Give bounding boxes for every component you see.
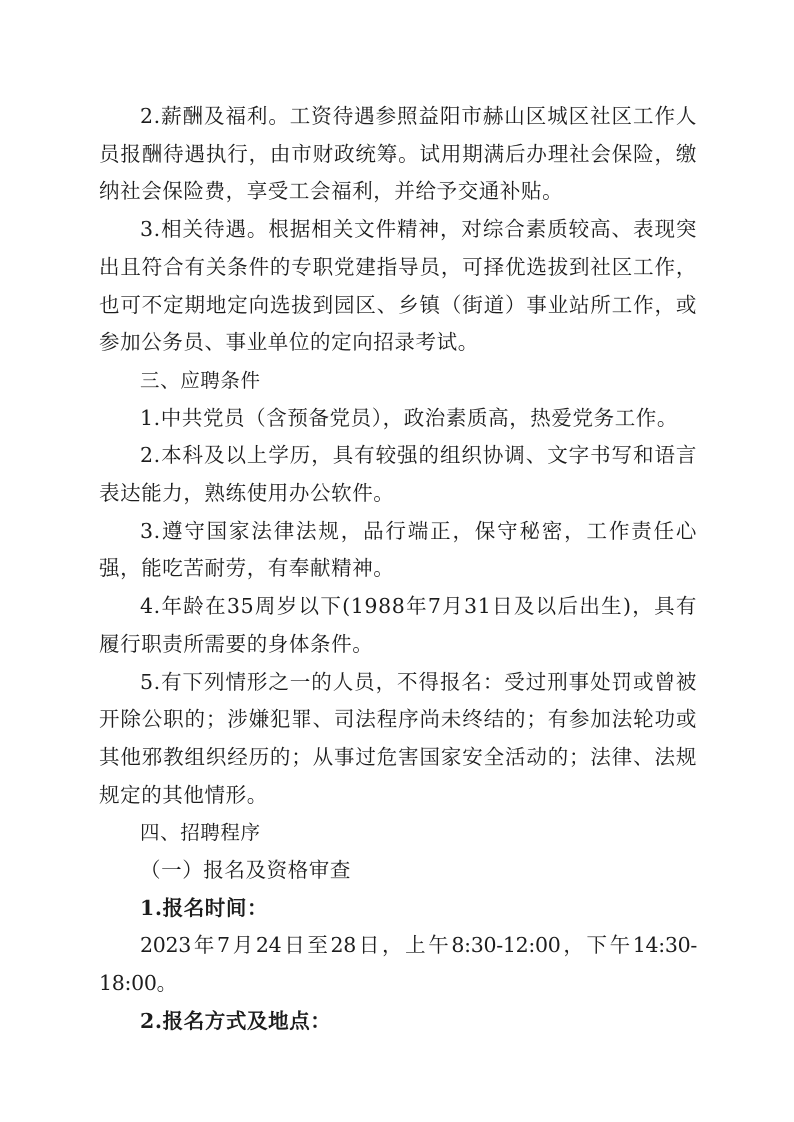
label-registration-method: 2.报名方式及地点：: [140, 1008, 332, 1033]
requirement-item-1: 1.中共党员（含预备党员），政治素质高，热爱党务工作。: [140, 405, 679, 430]
document-body: [99, 98, 697, 1041]
section-heading-procedure: 四、招聘程序: [140, 821, 261, 845]
requirement-item-2: 2.本科及以上学历，具有较强的组织协调、文字书写和语言表达能力，熟练使用办公软件。: [99, 443, 697, 506]
section-heading-requirements: 三、应聘条件: [140, 368, 261, 392]
requirement-item-4: 4.年龄在35周岁以下(1988年7月31日及以后出生)，具有履行职责所需要的身体条件。: [99, 594, 697, 656]
registration-time-value: 2023年7月24日至28日，上午8:30-12:00，下午14:30-18:00。: [99, 933, 697, 996]
paragraph-salary-benefits: 2.薪酬及福利。工资待遇参照益阳市赫山区城区社区工作人员报酬待遇执行，由市财政统筹。试用期满后办理社会保险，缴纳社会保险费，享受工会福利，并给予交通补贴。: [99, 104, 697, 204]
requirement-item-3: 3.遵守国家法律法规，品行端正，保守秘密，工作责任心强，能吃苦耐劳，有奉献精神。: [99, 518, 697, 581]
label-registration-time: 1.报名时间：: [140, 895, 269, 920]
requirement-item-5: 5.有下列情形之一的人员，不得报名：受过刑事处罚或曾被开除公职的；涉嫌犯罪、司法程序尚未终结的；有参加法轮功或其他邪教组织经历的；从事过危害国家安全活动的；法律、法规规定的其他情形。: [99, 669, 697, 807]
paragraph-related-treatment: 3.相关待遇。根据相关文件精神，对综合素质较高、表现突出且符合有关条件的专职党建指导员，可择优选拔到社区工作，也可不定期地定向选拔到园区、乡镇（街道）事业站所工作，或参加公务员、事业单位的定向招录考试。: [99, 217, 697, 355]
subsection-heading-registration: （一）报名及资格审查: [140, 858, 351, 883]
